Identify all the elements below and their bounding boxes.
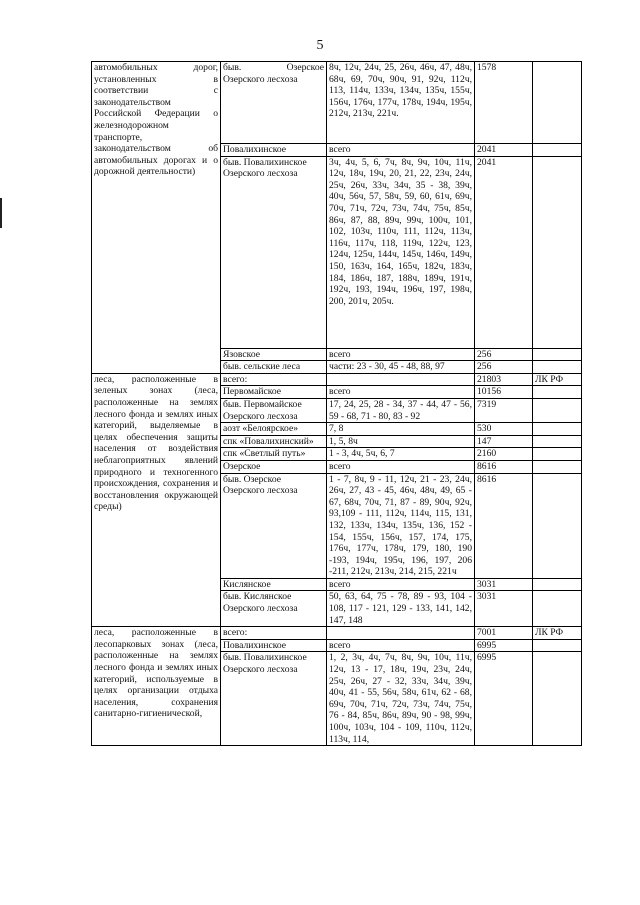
- area-cell: 6995: [475, 652, 533, 746]
- district-cell: быв. Озерское Озерского лесхоза: [221, 473, 327, 578]
- category-cell: автомобильных дорог, установленных в соответствии с законодательством Российской Федерации о железнодорожном транспорте, законодательством об автомобильных дорогах и о дорожной деятельности): [92, 62, 221, 374]
- category-cell: леса, расположенные в зеленых зонах (леса, расположенные на землях лесного фонда и землях иных категорий, выделяемые в целях обеспечения защиты населения от воздействия неблагоприятных явлений природного и техногенного происхождения, сохранения и восстановления окружающей среды): [92, 373, 221, 626]
- quarters-cell: [327, 627, 475, 640]
- area-cell: 10156: [475, 386, 533, 399]
- table-row: [92, 627, 582, 640]
- area-cell: 21803: [475, 373, 533, 386]
- quarters-cell: всего: [327, 639, 475, 652]
- basis-cell: [533, 448, 582, 461]
- quarters-cell: 1 - 3, 4ч, 5ч, 6, 7: [327, 448, 475, 461]
- basis-cell: [533, 639, 582, 652]
- basis-cell: [533, 386, 582, 399]
- basis-cell: [533, 473, 582, 578]
- area-cell: 3031: [475, 591, 533, 627]
- district-cell: всего:: [221, 627, 327, 640]
- quarters-cell: части: 23 - 30, 45 - 48, 88, 97: [327, 361, 475, 374]
- quarters-cell: всего: [327, 578, 475, 591]
- quarters-cell: 1, 5, 8ч: [327, 435, 475, 448]
- basis-cell: [533, 435, 582, 448]
- area-cell: 8616: [475, 473, 533, 578]
- basis-cell: [533, 361, 582, 374]
- district-cell: Повалихинское: [221, 639, 327, 652]
- basis-cell: [533, 156, 582, 348]
- district-cell: быв. Повалихинское Озерского лесхоза: [221, 652, 327, 746]
- area-cell: 2041: [475, 144, 533, 157]
- basis-cell: [533, 652, 582, 746]
- quarters-cell: 50, 63, 64, 75 - 78, 89 - 93, 104 - 108, 117 - 121, 129 - 133, 141, 142, 147, 148: [327, 591, 475, 627]
- quarters-cell: 7, 8: [327, 423, 475, 436]
- area-cell: 2160: [475, 448, 533, 461]
- district-cell: Первомайское: [221, 386, 327, 399]
- scan-edge-mark: [0, 198, 2, 228]
- area-cell: 7001: [475, 627, 533, 640]
- district-cell: быв. сельские леса: [221, 361, 327, 374]
- basis-cell: [533, 578, 582, 591]
- area-cell: 3031: [475, 578, 533, 591]
- quarters-cell: 1, 2, 3ч, 4ч, 7ч, 8ч, 9ч, 10ч, 11ч, 12ч, 13 - 17, 18ч, 19ч, 23ч, 24ч, 25ч, 26ч, 27 - 32, 33ч, 34ч, 39ч, 40ч, 41 - 55, 56ч, 58ч, 61ч, 62 - 68, 69ч, 70ч, 71ч, 72ч, 73ч, 74ч, 75ч, 76 - 84, 85ч, 86ч, 89ч, 90 - 98, 99ч, 100ч, 103ч, 104 - 109, 110ч, 112ч, 113ч, 114,: [327, 652, 475, 746]
- quarters-cell: всего: [327, 144, 475, 157]
- table-row: [92, 373, 582, 386]
- basis-cell: [533, 348, 582, 361]
- quarters-cell: всего: [327, 348, 475, 361]
- area-cell: 1578: [475, 62, 533, 144]
- basis-cell: ЛК РФ: [533, 373, 582, 386]
- basis-cell: [533, 591, 582, 627]
- district-cell: спк «Повалихинский»: [221, 435, 327, 448]
- area-cell: 6995: [475, 639, 533, 652]
- basis-cell: [533, 460, 582, 473]
- area-cell: 2041: [475, 156, 533, 348]
- district-cell: Озерское: [221, 460, 327, 473]
- district-cell: аозт «Белоярское»: [221, 423, 327, 436]
- area-cell: 7319: [475, 398, 533, 422]
- forest-zones-table: [91, 61, 582, 746]
- basis-cell: ЛК РФ: [533, 627, 582, 640]
- table-row: [92, 62, 582, 144]
- district-cell: всего:: [221, 373, 327, 386]
- area-cell: 8616: [475, 460, 533, 473]
- basis-cell: [533, 144, 582, 157]
- basis-cell: [533, 423, 582, 436]
- category-cell: леса, расположенные в лесопарковых зонах (леса, расположенные на землях лесного фонда и землях иных категорий, используемые в целях организации отдыха населения, сохранения санитарно-гигиенической,: [92, 627, 221, 746]
- district-cell: Кислянское: [221, 578, 327, 591]
- basis-cell: [533, 398, 582, 422]
- quarters-cell: всего: [327, 460, 475, 473]
- area-cell: 256: [475, 348, 533, 361]
- quarters-cell: всего: [327, 386, 475, 399]
- district-cell: Повалихинское: [221, 144, 327, 157]
- district-cell: быв. Озерское Озерского лесхоза: [221, 62, 327, 144]
- district-cell: быв. Кислянское Озерского лесхоза: [221, 591, 327, 627]
- quarters-cell: 3ч, 4ч, 5, 6, 7ч, 8ч, 9ч, 10ч, 11ч, 12ч, 18ч, 19ч, 20, 21, 22, 23ч, 24ч, 25ч, 26ч, 33ч, 34ч, 35 - 38, 39ч, 40ч, 56ч, 57, 58ч, 59, 60, 61ч, 69ч, 70ч, 71ч, 72ч, 73ч, 74ч, 75ч, 85ч, 86ч, 87, 88, 89ч, 99ч, 100ч, 101, 102, 103ч, 110ч, 111, 112ч, 113ч, 116ч, 117ч, 118, 119ч, 122ч, 123, 124ч, 125ч, 144ч, 145ч, 146ч, 149ч, 150, 163ч, 164, 165ч, 182ч, 183ч, 184, 186ч, 187, 188ч, 189ч, 191ч, 192ч, 193, 194ч, 196ч, 197, 198ч, 200, 201ч, 205ч.: [327, 156, 475, 348]
- quarters-cell: 1 - 7, 8ч, 9 - 11, 12ч, 21 - 23, 24ч, 26ч, 27, 43 - 45, 46ч, 48ч, 49, 65 - 67, 68ч, 70ч, 71, 87 - 89, 90ч, 92ч, 93,109 - 111, 112ч, 114ч, 115, 131, 132, 133ч, 134ч, 135ч, 136, 152 - 154, 155ч, 156ч, 157, 174, 175, 176ч, 177ч, 178ч, 179, 180, 190 -193, 194ч, 195ч, 196, 197, 206 -211, 212ч, 213ч, 214, 215, 221ч: [327, 473, 475, 578]
- quarters-cell: 17, 24, 25, 28 - 34, 37 - 44, 47 - 56, 59 - 68, 71 - 80, 83 - 92: [327, 398, 475, 422]
- district-cell: быв. Первомайское Озерского лесхоза: [221, 398, 327, 422]
- basis-cell: [533, 62, 582, 144]
- area-cell: 147: [475, 435, 533, 448]
- quarters-cell: [327, 373, 475, 386]
- quarters-cell: 8ч, 12ч, 24ч, 25, 26ч, 46ч, 47, 48ч, 68ч, 69, 70ч, 90ч, 91, 92ч, 112ч, 113, 114ч, 133ч, 134ч, 135ч, 155ч, 156ч, 176ч, 177ч, 178ч, 194ч, 195ч, 212ч, 213ч, 221ч.: [327, 62, 475, 144]
- area-cell: 256: [475, 361, 533, 374]
- district-cell: быв. Повалихинское Озерского лесхоза: [221, 156, 327, 348]
- district-cell: Язовское: [221, 348, 327, 361]
- page-number: 5: [316, 38, 324, 53]
- district-cell: спк «Светлый путь»: [221, 448, 327, 461]
- area-cell: 530: [475, 423, 533, 436]
